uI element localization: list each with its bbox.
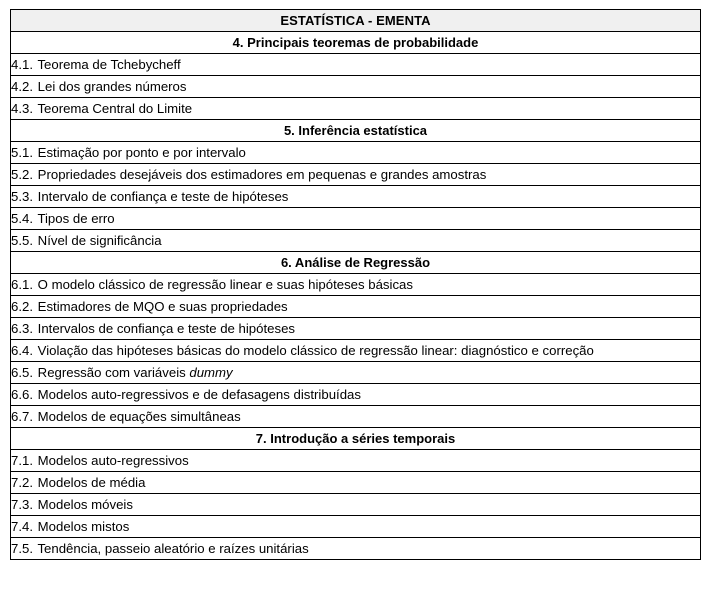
topic-number: 7.2. — [11, 475, 33, 490]
topic-cell — [11, 340, 701, 362]
topic-number: 5.2. — [11, 167, 33, 182]
topic-label: O modelo clássico de regressão linear e suas hipóteses básicas — [37, 277, 413, 292]
topic-number: 6.3. — [11, 321, 33, 336]
topic-cell — [11, 450, 701, 472]
topic-cell — [11, 98, 701, 120]
topic-number: 6.7. — [11, 409, 33, 424]
topic-row — [11, 318, 701, 340]
topic-cell — [11, 406, 701, 428]
topic-number: 7.1. — [11, 453, 33, 468]
topic-cell — [11, 54, 701, 76]
topic-row — [11, 208, 701, 230]
topic-row — [11, 230, 701, 252]
topic-cell — [11, 76, 701, 98]
topic-label: Tipos de erro — [37, 211, 115, 226]
topic-label: Modelos auto-regressivos — [37, 453, 189, 468]
topic-number: 5.1. — [11, 145, 33, 160]
section-heading: 5. Inferência estatística — [11, 120, 701, 142]
ementa-table-body — [11, 10, 701, 560]
topic-number: 5.4. — [11, 211, 33, 226]
topic-label: Violação das hipóteses básicas do modelo clássico de regressão linear: diagnóstico e correção — [37, 343, 594, 358]
topic-cell — [11, 494, 701, 516]
topic-cell — [11, 142, 701, 164]
topic-cell — [11, 384, 701, 406]
topic-number: 7.4. — [11, 519, 33, 534]
topic-cell — [11, 296, 701, 318]
topic-row — [11, 186, 701, 208]
topic-label: Intervalo de confiança e teste de hipóteses — [37, 189, 289, 204]
topic-label: Modelos de equações simultâneas — [37, 409, 241, 424]
topic-number: 4.1. — [11, 57, 33, 72]
topic-cell — [11, 516, 701, 538]
section-heading-row — [11, 32, 701, 54]
topic-number: 5.5. — [11, 233, 33, 248]
topic-label: Estimação por ponto e por intervalo — [37, 145, 246, 160]
topic-cell — [11, 186, 701, 208]
topic-label: Teorema Central do Limite — [37, 101, 193, 116]
topic-number: 6.1. — [11, 277, 33, 292]
section-heading-row — [11, 252, 701, 274]
topic-number: 5.3. — [11, 189, 33, 204]
section-heading: 7. Introdução a séries temporais — [11, 428, 701, 450]
topic-number: 6.2. — [11, 299, 33, 314]
topic-row — [11, 516, 701, 538]
topic-cell — [11, 230, 701, 252]
topic-label: Modelos móveis — [37, 497, 133, 512]
topic-row — [11, 472, 701, 494]
topic-row — [11, 54, 701, 76]
topic-label: Tendência, passeio aleatório e raízes unitárias — [37, 541, 309, 556]
topic-label: Propriedades desejáveis dos estimadores em pequenas e grandes amostras — [37, 167, 487, 182]
topic-row — [11, 274, 701, 296]
topic-row — [11, 296, 701, 318]
topic-row — [11, 76, 701, 98]
topic-cell — [11, 362, 701, 384]
topic-cell — [11, 472, 701, 494]
topic-row — [11, 450, 701, 472]
topic-row — [11, 384, 701, 406]
topic-label: Estimadores de MQO e suas propriedades — [37, 299, 288, 314]
topic-label: Regressão com variáveis — [37, 365, 190, 380]
topic-label: Modelos auto-regressivos e de defasagens distribuídas — [37, 387, 361, 402]
section-heading-row — [11, 120, 701, 142]
topic-number: 7.3. — [11, 497, 33, 512]
topic-row — [11, 98, 701, 120]
topic-cell — [11, 164, 701, 186]
topic-label: Modelos mistos — [37, 519, 130, 534]
topic-cell — [11, 274, 701, 296]
topic-row — [11, 362, 701, 384]
topic-row — [11, 538, 701, 560]
topic-label: Nível de significância — [37, 233, 162, 248]
topic-number: 4.2. — [11, 79, 33, 94]
topic-label: Teorema de Tchebycheff — [37, 57, 181, 72]
topic-number: 6.5. — [11, 365, 33, 380]
topic-label: Modelos de média — [37, 475, 146, 490]
topic-number: 4.3. — [11, 101, 33, 116]
topic-label: Intervalos de confiança e teste de hipóteses — [37, 321, 295, 336]
topic-number: 6.4. — [11, 343, 33, 358]
topic-italic-term: dummy — [189, 365, 233, 380]
section-heading: 6. Análise de Regressão — [11, 252, 701, 274]
topic-cell — [11, 538, 701, 560]
ementa-table — [10, 9, 701, 560]
topic-row — [11, 406, 701, 428]
topic-label: Lei dos grandes números — [37, 79, 187, 94]
topic-number: 7.5. — [11, 541, 33, 556]
section-heading-row — [11, 428, 701, 450]
topic-row — [11, 494, 701, 516]
document-title: ESTATÍSTICA - EMENTA — [11, 10, 701, 32]
document-title-row — [11, 10, 701, 32]
section-heading: 4. Principais teoremas de probabilidade — [11, 32, 701, 54]
topic-row — [11, 142, 701, 164]
topic-number: 6.6. — [11, 387, 33, 402]
topic-row — [11, 164, 701, 186]
topic-cell — [11, 318, 701, 340]
topic-cell — [11, 208, 701, 230]
topic-row — [11, 340, 701, 362]
